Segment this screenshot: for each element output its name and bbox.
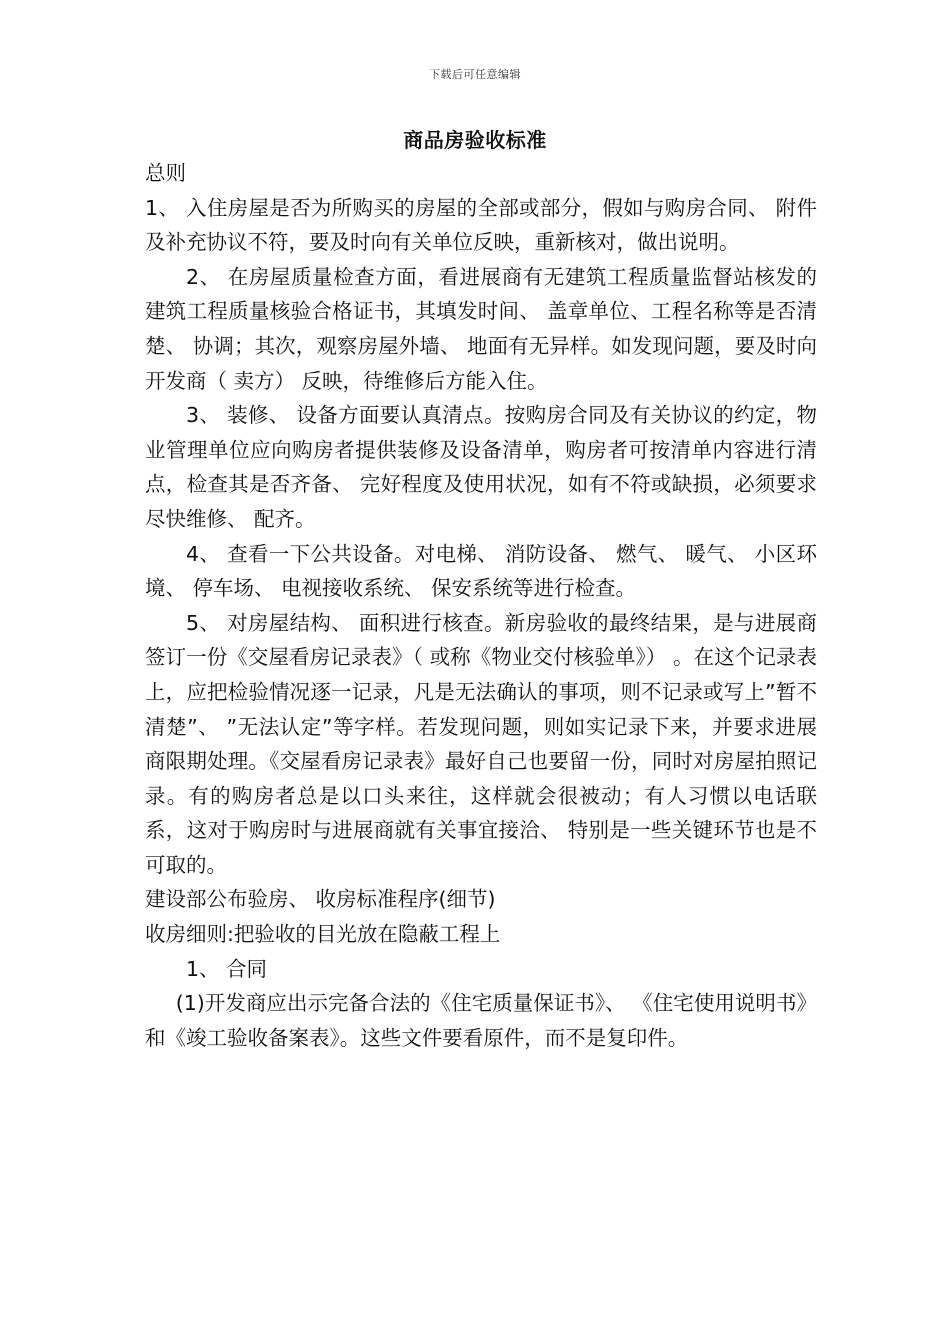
paragraph-item-4: 4、 查看一下公共设备。对电梯、 消防设备、 燃气、 暖气、 小区环境、 停车场、 电视接收系统、 保安系统等进行检查。	[145, 541, 817, 601]
header-note: 下载后可任意编辑	[429, 68, 521, 81]
paragraph-item-1: 1、 入住房屋是否为所购买的房屋的全部或部分，假如与购房合同、 附件及补充协议不符，要及时向有关单位反映，重新核对，做出说明。	[145, 195, 817, 255]
paragraph-item-3: 3、 装修、 设备方面要认真清点。按购房合同及有关协议的约定，物业管理单位应向购房者提供装修及设备清单，购房者可按清单内容进行清点，检查其是否齐备、 完好程度及使用状况，如有不符或缺损，必须要求尽快维修、 配齐。	[145, 403, 817, 531]
general-heading: 总则	[145, 161, 186, 185]
paragraph-item-5: 5、 对房屋结构、 面积进行核查。新房验收的最终结果，是与进展商签订一份《交屋看房记录表》（ 或称《物业交付核验单》） 。在这个记录表上，应把检验情况逐一记录，凡是无法确认的事项，则不记录或写上”暂不清楚”、 ”无法认定”等字样。若发现问题，则如实记录下来，并要求进展商限期处理。《交屋看房记录表》最好自己也要留一份，同时对房屋拍照记录。有的购房者总是以口头来往，这样就会很被动；有人习惯以电话联系，这对于购房时与进展商就有关事宜接洽、 特别是一些关键环节也是不可取的。	[145, 610, 817, 877]
rule-intro: 收房细则:把验收的目光放在隐蔽工程上	[145, 922, 501, 947]
contract-heading: 1、 合同	[186, 956, 268, 981]
document-title: 商品房验收标准	[403, 128, 547, 152]
section-heading: 建设部公布验房、 收房标准程序(细节)	[145, 887, 496, 912]
document-body	[145, 156, 817, 1055]
paragraph-contract-1: (1)开发商应出示完备合法的《住宅质量保证书》、 《住宅使用说明书》和《竣工验收备案表》。这些文件要看原件，而不是复印件。	[145, 991, 817, 1050]
paragraph-item-2: 2、 在房屋质量检查方面，看进展商有无建筑工程质量监督站核发的建筑工程质量核验合格证书，其填发时间、 盖章单位、工程名称等是否清楚、 协调；其次，观察房屋外墙、 地面有无异样。如发现问题，要及时向开发商（ 卖方） 反映，待维修后方能入住。	[145, 264, 817, 393]
